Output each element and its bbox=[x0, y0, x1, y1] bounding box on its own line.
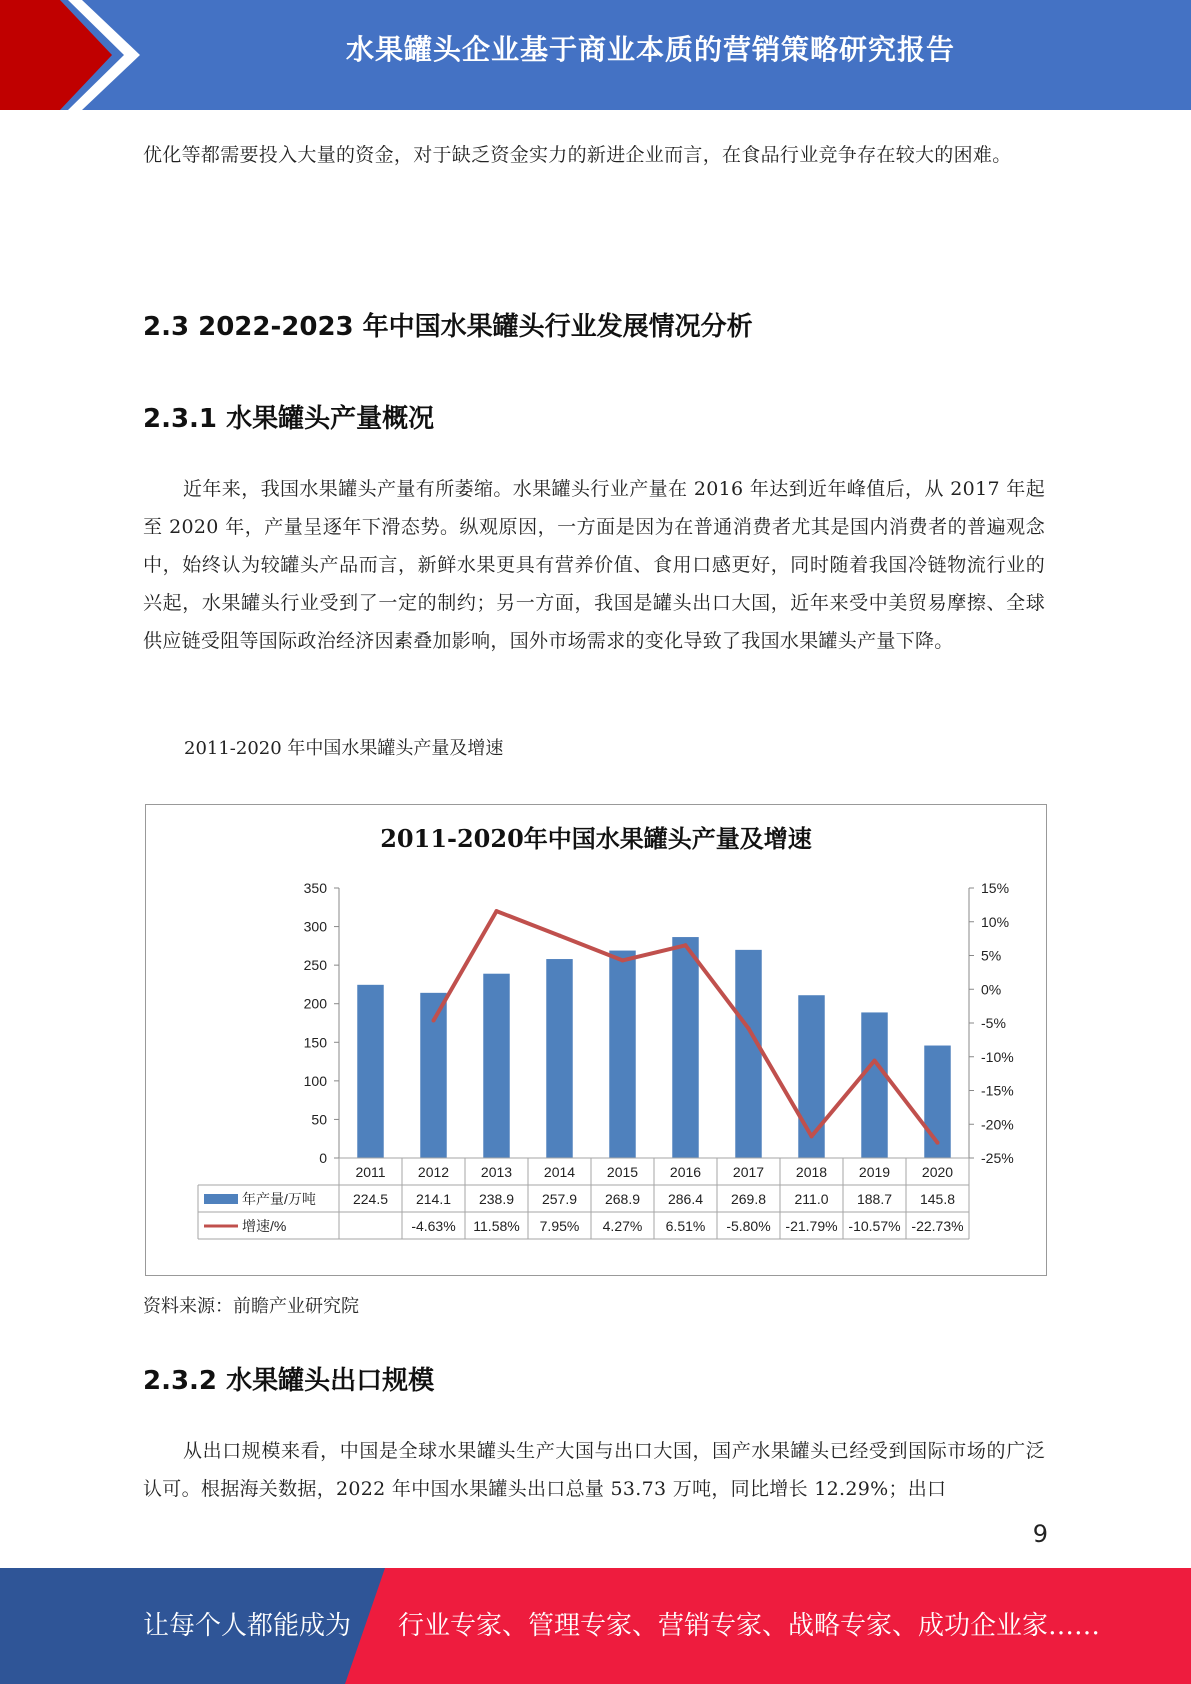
table-value-growth: -4.63% bbox=[411, 1218, 456, 1234]
footer-slogan-right: 行业专家、管理专家、营销专家、战略专家、成功企业家…… bbox=[398, 1611, 1101, 1641]
x-category-label: 2019 bbox=[858, 1164, 891, 1180]
x-category-label: 2017 bbox=[732, 1164, 765, 1180]
table-value-production: 211.0 bbox=[794, 1191, 829, 1207]
header-title: 水果罐头企业基于商业本质的营销策略研究报告 bbox=[345, 33, 955, 66]
table-value-growth: 4.27% bbox=[602, 1218, 643, 1234]
paragraph-intro: 优化等都需要投入大量的资金，对于缺乏资金实力的新进企业而言，在食品行业竞争存在较大的困难。 bbox=[143, 144, 1012, 166]
left-axis-tick-label: 250 bbox=[303, 957, 327, 974]
source-note: 资料来源：前瞻产业研究院 bbox=[143, 1296, 359, 1317]
table-value-production: 224.5 bbox=[352, 1191, 389, 1207]
bar-2011 bbox=[357, 985, 383, 1158]
right-axis-tick-label: -25% bbox=[981, 1150, 1014, 1166]
right-axis-tick-label: -5% bbox=[981, 1015, 1006, 1031]
right-axis-tick-label: -10% bbox=[981, 1048, 1014, 1065]
page-footer bbox=[0, 1568, 1191, 1684]
x-category-label: 2018 bbox=[795, 1164, 828, 1180]
table-value-growth: -22.73% bbox=[911, 1218, 964, 1234]
table-value-production: 257.9 bbox=[541, 1191, 578, 1207]
table-value-growth: -10.57% bbox=[848, 1218, 901, 1234]
bar-2019 bbox=[861, 1012, 887, 1158]
table-value-production: 269.8 bbox=[730, 1191, 767, 1207]
header-red-arrow-decoration bbox=[0, 0, 150, 110]
x-category-label: 2012 bbox=[417, 1164, 450, 1180]
left-axis-tick-label: 0 bbox=[319, 1150, 327, 1166]
paragraph-production: 近年来，我国水果罐头产量有所萎缩。水果罐头行业产量在 2016 年达到近年峰值后，从 2017 年起至 2020 年，产量呈逐年下滑态势。纵观原因，一方面是因为在普通消费者尤其是国内消费者的普遍观念中，始终认为较罐头产品而言，新鲜水果更具有营养价值、食用口感更好，同时随着我国冷链物流行业的兴起，水果罐头行业受到了一定的制约；另一方面，我国是罐头出口大国，近年来受中美贸易摩擦、全球供应链受阻等国际政治经济因素叠加影响，国外市场需求的变化导致了我国水果罐头产量下降。 bbox=[143, 478, 1045, 652]
right-axis-tick-label: 5% bbox=[981, 947, 1002, 964]
table-value-growth: 7.95% bbox=[539, 1218, 580, 1234]
growth-point-2013 bbox=[495, 909, 499, 913]
chart-container bbox=[145, 804, 1047, 1276]
growth-point-2016 bbox=[684, 943, 688, 947]
x-category-label: 2015 bbox=[606, 1164, 639, 1180]
left-axis-tick-label: 200 bbox=[303, 995, 327, 1012]
right-axis-tick-label: -15% bbox=[981, 1082, 1014, 1099]
growth-point-2012 bbox=[432, 1019, 436, 1023]
growth-point-2017 bbox=[747, 1026, 751, 1030]
table-value-production: 238.9 bbox=[478, 1191, 515, 1207]
growth-point-2020 bbox=[936, 1141, 940, 1145]
x-category-label: 2011 bbox=[355, 1164, 386, 1180]
growth-point-2015 bbox=[621, 958, 625, 962]
table-value-production: 145.8 bbox=[919, 1191, 956, 1207]
chart-title: 2011-2020年中国水果罐头产量及增速 bbox=[380, 824, 812, 853]
x-category-label: 2014 bbox=[543, 1164, 576, 1180]
left-axis-tick-label: 50 bbox=[311, 1111, 327, 1128]
table-value-production: 188.7 bbox=[856, 1191, 893, 1207]
left-axis-tick-label: 100 bbox=[303, 1072, 327, 1089]
right-axis-tick-label: 0% bbox=[981, 981, 1002, 998]
x-category-label: 2020 bbox=[921, 1164, 954, 1180]
section-heading-2-3: 2.3 2022-2023 年中国水果罐头行业发展情况分析 bbox=[143, 312, 753, 342]
page-header bbox=[0, 0, 1191, 110]
table-value-production: 214.1 bbox=[415, 1191, 452, 1207]
x-category-label: 2013 bbox=[480, 1164, 513, 1180]
paragraph-export: 从出口规模来看，中国是全球水果罐头生产大国与出口大国，国产水果罐头已经受到国际市场的广泛认可。根据海关数据，2022 年中国水果罐头出口总量 53.73 万吨，同比增长 12.29%；出口 bbox=[143, 1440, 1045, 1500]
production-growth-chart bbox=[146, 805, 1046, 1275]
bar-2017 bbox=[735, 950, 761, 1158]
left-axis-tick-label: 150 bbox=[303, 1034, 327, 1051]
table-value-production: 268.9 bbox=[604, 1191, 641, 1207]
legend-swatch-bar bbox=[204, 1194, 238, 1204]
section-heading-2-3-1: 2.3.1 水果罐头产量概况 bbox=[143, 404, 435, 434]
right-axis-tick-label: 15% bbox=[981, 880, 1010, 896]
bar-2013 bbox=[483, 974, 509, 1158]
legend-label-growth: 增速/% bbox=[242, 1218, 287, 1234]
table-value-growth: -5.80% bbox=[726, 1218, 771, 1234]
right-axis-tick-label: -20% bbox=[981, 1116, 1014, 1133]
table-value-growth: 6.51% bbox=[665, 1218, 706, 1234]
growth-point-2014 bbox=[558, 934, 562, 938]
page-number: 9 bbox=[1032, 1520, 1048, 1548]
section-heading-2-3-2: 2.3.2 水果罐头出口规模 bbox=[143, 1366, 435, 1396]
chart-caption: 2011-2020 年中国水果罐头产量及增速 bbox=[184, 738, 504, 759]
table-value-production: 286.4 bbox=[667, 1191, 704, 1207]
right-axis-tick-label: 10% bbox=[981, 913, 1010, 930]
table-value-growth: -21.79% bbox=[785, 1218, 838, 1234]
left-axis-tick-label: 350 bbox=[303, 880, 327, 896]
bar-2015 bbox=[609, 951, 635, 1158]
legend-label-production: 年产量/万吨 bbox=[242, 1191, 316, 1207]
footer-slogan-left: 让每个人都能成为 bbox=[143, 1611, 352, 1641]
table-value-growth: 11.58% bbox=[473, 1218, 520, 1234]
bar-2016 bbox=[672, 937, 698, 1158]
left-axis-tick-label: 300 bbox=[303, 918, 327, 935]
growth-point-2018 bbox=[810, 1134, 814, 1138]
growth-point-2019 bbox=[873, 1059, 877, 1063]
x-category-label: 2016 bbox=[669, 1164, 702, 1180]
bar-2014 bbox=[546, 959, 572, 1158]
